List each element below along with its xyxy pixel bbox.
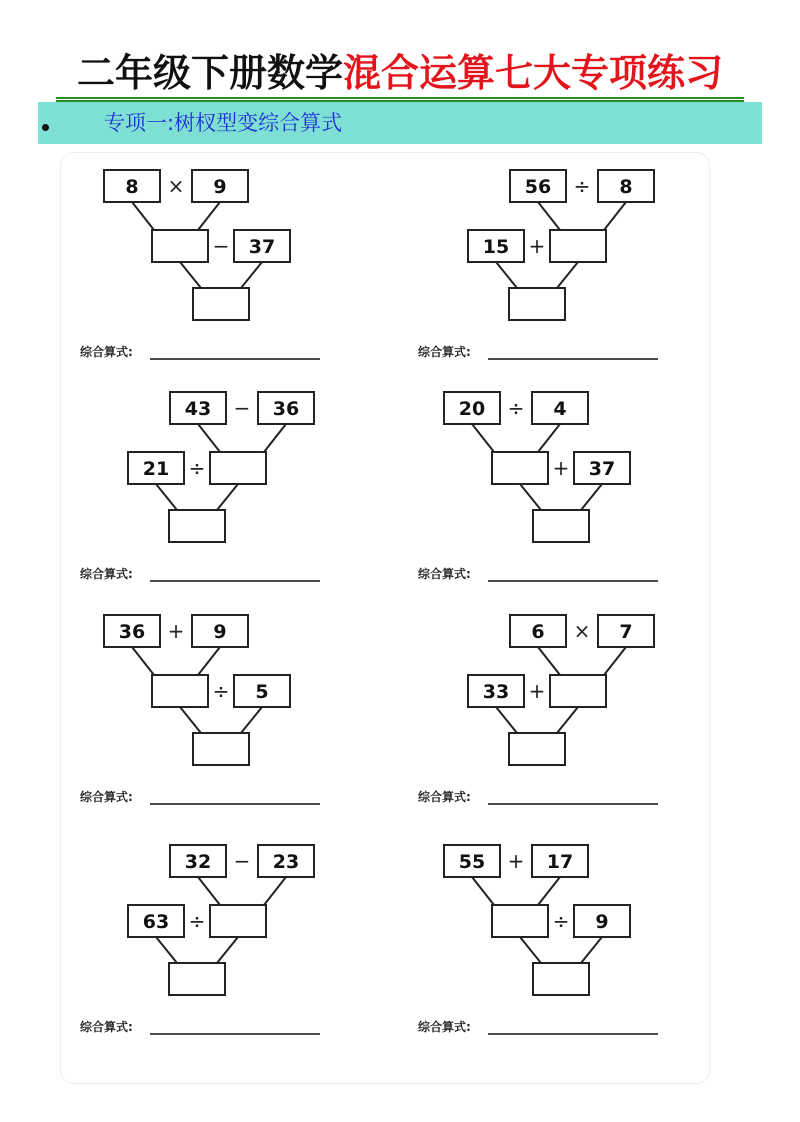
- top-number-box-value: 6: [531, 621, 545, 643]
- top-number-box-value: 9: [213, 621, 227, 643]
- operator-sign: +: [528, 679, 546, 703]
- tree-connector-line: [604, 647, 626, 675]
- title-black-part: 二年级下册数学: [76, 50, 343, 95]
- result-blank-box[interactable]: [509, 733, 565, 765]
- tree-connector-line: [520, 937, 541, 963]
- answer-blank-box[interactable]: [152, 675, 208, 707]
- tree-connector-line: [132, 647, 154, 675]
- tree-connector-line: [604, 202, 626, 230]
- formula-label: 综合算式:: [80, 567, 133, 581]
- given-number-box-value: 21: [142, 458, 170, 480]
- given-number-box-value: 9: [595, 911, 609, 933]
- formula-label: 综合算式:: [80, 1020, 133, 1034]
- result-blank-box[interactable]: [193, 288, 249, 320]
- result-blank-box[interactable]: [169, 510, 225, 542]
- answer-blank-box[interactable]: [152, 230, 208, 262]
- tree-connector-line: [198, 877, 220, 905]
- given-number-box-value: 37: [248, 236, 276, 258]
- operator-sign: ×: [573, 619, 591, 643]
- operator-sign: +: [167, 619, 185, 643]
- answer-blank-box[interactable]: [492, 905, 548, 937]
- tree-problem-5: [80, 615, 320, 804]
- tree-connector-line: [472, 877, 494, 905]
- tree-problem-8: [418, 845, 658, 1034]
- tree-connector-line: [217, 937, 238, 963]
- formula-label: 综合算式:: [418, 345, 471, 359]
- top-number-box-value: 9: [213, 176, 227, 198]
- given-number-box-value: 63: [142, 911, 170, 933]
- top-number-box-value: 7: [619, 621, 633, 643]
- tree-connector-line: [557, 262, 578, 288]
- tree-connector-line: [581, 937, 602, 963]
- operator-sign: ÷: [573, 174, 591, 198]
- top-number-box-value: 8: [125, 176, 139, 198]
- operator-sign: −: [233, 396, 251, 420]
- operator-sign: ×: [167, 174, 185, 198]
- operator-sign: +: [552, 456, 570, 480]
- given-number-box-value: 37: [588, 458, 616, 480]
- tree-problem-6: [418, 615, 658, 804]
- section-title: 专项一:树杈型变综合算式: [104, 111, 343, 135]
- tree-connector-line: [538, 202, 560, 230]
- tree-connector-line: [538, 647, 560, 675]
- answer-blank-box[interactable]: [550, 675, 606, 707]
- top-number-box-value: 20: [458, 398, 486, 420]
- tree-connector-line: [581, 484, 602, 510]
- top-number-box-value: 55: [458, 851, 486, 873]
- tree-problem-4: [418, 392, 658, 581]
- tree-problem-2: [418, 170, 658, 359]
- operator-sign: ÷: [212, 679, 230, 703]
- operator-sign: −: [233, 849, 251, 873]
- top-number-box-value: 8: [619, 176, 633, 198]
- result-blank-box[interactable]: [533, 963, 589, 995]
- tree-connector-line: [520, 484, 541, 510]
- tree-problem-1: [80, 170, 320, 359]
- tree-connector-line: [538, 877, 560, 905]
- tree-connector-line: [198, 424, 220, 452]
- tree-connector-line: [538, 424, 560, 452]
- top-number-box-value: 36: [118, 621, 146, 643]
- tree-connector-line: [264, 424, 286, 452]
- result-blank-box[interactable]: [533, 510, 589, 542]
- operator-sign: ÷: [188, 456, 206, 480]
- top-number-box-value: 17: [546, 851, 574, 873]
- operator-sign: ÷: [507, 396, 525, 420]
- tree-connector-line: [217, 484, 238, 510]
- given-number-box-value: 33: [482, 681, 510, 703]
- title-red-part: 混合运算七大专项练习: [343, 50, 724, 95]
- formula-label: 综合算式:: [80, 790, 133, 804]
- formula-label: 综合算式:: [418, 567, 471, 581]
- operator-sign: ÷: [188, 909, 206, 933]
- given-number-box-value: 15: [482, 236, 510, 258]
- result-blank-box[interactable]: [193, 733, 249, 765]
- tree-connector-line: [198, 202, 220, 230]
- tree-problem-3: [80, 392, 320, 581]
- answer-blank-box[interactable]: [492, 452, 548, 484]
- tree-connector-line: [241, 262, 262, 288]
- operator-sign: −: [212, 234, 230, 258]
- tree-connector-line: [180, 262, 201, 288]
- result-blank-box[interactable]: [509, 288, 565, 320]
- tree-connector-line: [198, 647, 220, 675]
- tree-connector-line: [132, 202, 154, 230]
- tree-connector-line: [472, 424, 494, 452]
- top-number-box-value: 36: [272, 398, 300, 420]
- given-number-box-value: 5: [255, 681, 269, 703]
- top-number-box-value: 4: [553, 398, 567, 420]
- tree-connector-line: [180, 707, 201, 733]
- tree-connector-line: [241, 707, 262, 733]
- tree-connector-line: [156, 937, 177, 963]
- operator-sign: ÷: [552, 909, 570, 933]
- tree-connector-line: [496, 707, 517, 733]
- formula-label: 综合算式:: [80, 345, 133, 359]
- operator-sign: +: [507, 849, 525, 873]
- answer-blank-box[interactable]: [210, 452, 266, 484]
- tree-connector-line: [496, 262, 517, 288]
- top-number-box-value: 56: [524, 176, 552, 198]
- tree-problem-7: [80, 845, 320, 1034]
- answer-blank-box[interactable]: [210, 905, 266, 937]
- result-blank-box[interactable]: [169, 963, 225, 995]
- formula-label: 综合算式:: [418, 1020, 471, 1034]
- top-number-box-value: 23: [272, 851, 300, 873]
- tree-connector-line: [264, 877, 286, 905]
- top-number-box-value: 32: [184, 851, 212, 873]
- formula-label: 综合算式:: [418, 790, 471, 804]
- answer-blank-box[interactable]: [550, 230, 606, 262]
- tree-connector-line: [156, 484, 177, 510]
- tree-connector-line: [557, 707, 578, 733]
- operator-sign: +: [528, 234, 546, 258]
- top-number-box-value: 43: [184, 398, 212, 420]
